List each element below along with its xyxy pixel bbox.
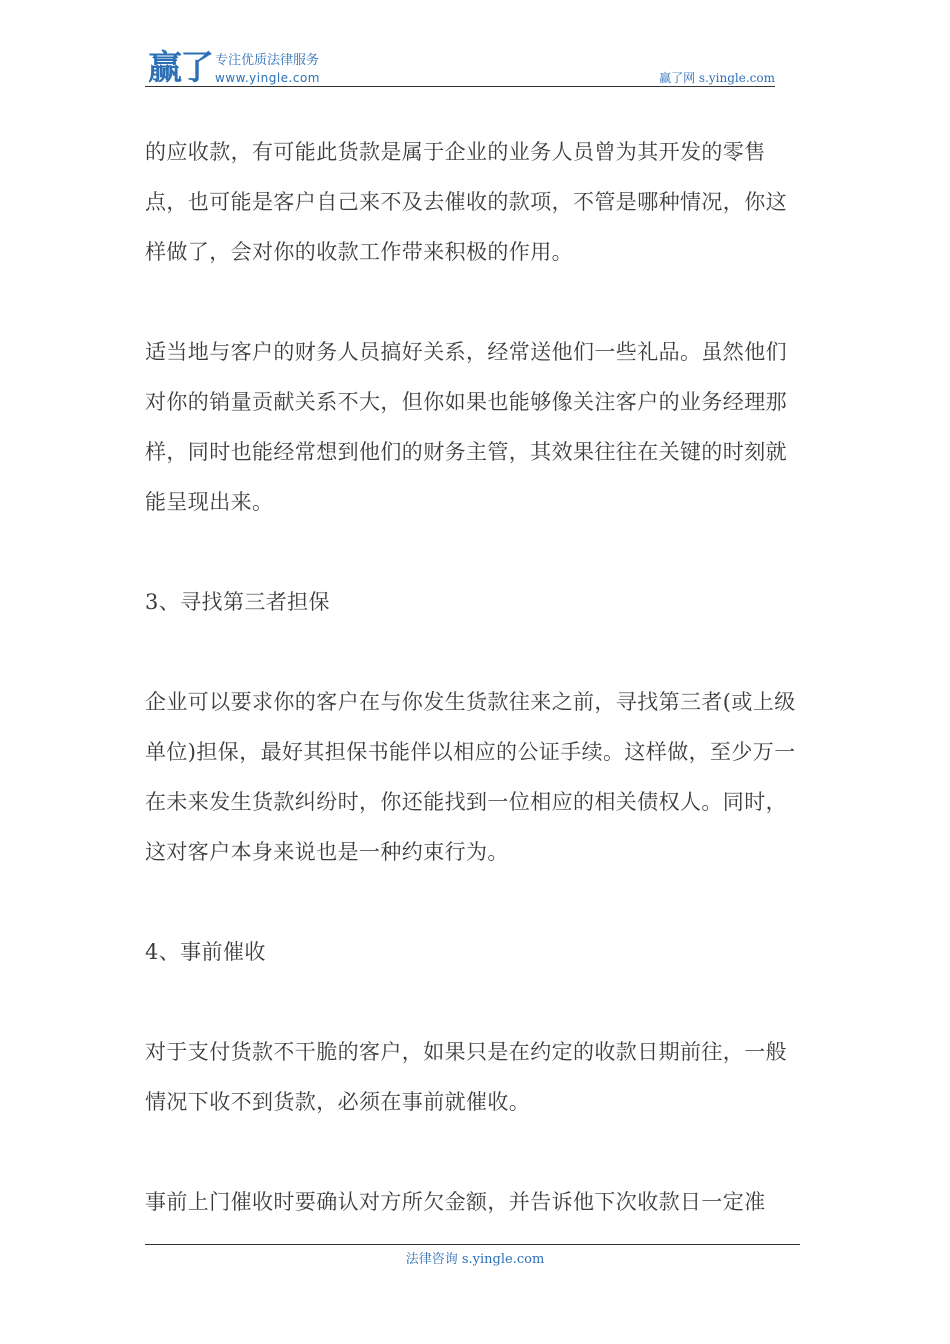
header-divider: [145, 86, 775, 87]
document-body: [145, 127, 805, 1277]
footer-link[interactable]: 法律咨询 s.yingle.com: [405, 1252, 545, 1267]
logo-slogan: 专注优质法律服务: [215, 53, 320, 68]
logo-mark: 赢了: [148, 48, 212, 88]
logo-url: www.yingle.com: [215, 71, 320, 85]
section-heading: 4、事前催收: [145, 940, 266, 964]
paragraph: 企业可以要求你的客户在与你发生货款往来之前，寻找第三者(或上级单位)担保，最好其担保书能伴以相应的公证手续。这样做，至少万一在未来发生货款纠纷时，你还能找到一位相应的相关债权人。同时，这对客户本身来说也是一种约束行为。: [145, 690, 796, 864]
paragraph: 事前上门催收时要确认对方所欠金额，并告诉他下次收款日一定准: [145, 1190, 766, 1214]
paragraph: 的应收款，有可能此货款是属于企业的业务人员曾为其开发的零售点，也可能是客户自己来不及去催收的款项，不管是哪种情况，你这样做了，会对你的收款工作带来积极的作用。: [145, 140, 787, 264]
header-site-link[interactable]: 赢了网 s.yingle.com: [659, 71, 775, 85]
footer-divider: [145, 1244, 800, 1245]
section-heading: 3、寻找第三者担保: [145, 590, 330, 614]
yingle-logo[interactable]: [145, 48, 345, 88]
page-header: [145, 48, 775, 88]
paragraph: 对于支付货款不干脆的客户，如果只是在约定的收款日期前往，一般情况下收不到货款，必须在事前就催收。: [145, 1040, 787, 1114]
paragraph: 适当地与客户的财务人员搞好关系，经常送他们一些礼品。虽然他们对你的销量贡献关系不大，但你如果也能够像关注客户的业务经理那样，同时也能经常想到他们的财务主管，其效果往往在关键的时刻就能呈现出来。: [145, 340, 787, 514]
